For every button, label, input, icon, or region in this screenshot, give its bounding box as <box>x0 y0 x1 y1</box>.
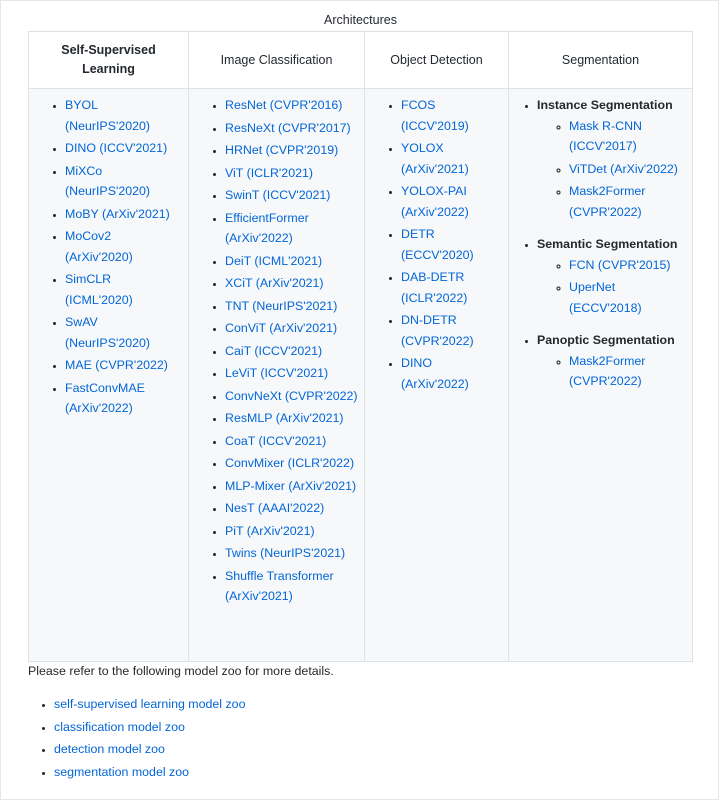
semantic-segmentation-list <box>537 255 686 319</box>
model-link[interactable]: ViT (ICLR'2021) <box>225 165 313 180</box>
cell-segmentation <box>509 89 693 662</box>
header-self-supervised: Self-Supervised Learning <box>29 32 189 89</box>
model-link[interactable]: LeViT (ICCV'2021) <box>225 366 329 380</box>
architectures-table <box>28 31 693 662</box>
model-link[interactable]: Twins (NeurIPS'2021) <box>225 546 346 560</box>
list-item <box>225 431 358 452</box>
model-link[interactable]: SwAV (NeurIPS'2020) <box>65 315 151 350</box>
cell-detection <box>365 89 509 662</box>
self-supervised-zoo-link[interactable]: self-supervised learning model zoo <box>54 697 246 711</box>
list-item <box>225 208 358 249</box>
segmentation-list <box>509 95 686 392</box>
model-link[interactable]: DN-DETR (CVPR'2022) <box>401 313 474 348</box>
model-link[interactable]: CaiT (ICCV'2021) <box>225 343 323 358</box>
cell-classification <box>189 89 365 662</box>
model-link[interactable]: ConViT (ArXiv'2021) <box>225 321 338 335</box>
list-item <box>569 255 686 276</box>
model-link[interactable]: NesT (AAAI'2022) <box>225 501 325 515</box>
list-item <box>401 353 502 394</box>
list-item <box>401 138 502 179</box>
model-link[interactable]: FCN (CVPR'2015) <box>569 257 671 272</box>
model-link[interactable]: ResNeXt (CVPR'2017) <box>225 120 351 135</box>
header-segmentation: Segmentation <box>509 32 693 89</box>
list-item <box>401 95 502 136</box>
model-link[interactable]: DeiT (ICML'2021) <box>225 253 323 268</box>
list-item <box>225 251 358 272</box>
segmentation-group-instance <box>537 95 686 222</box>
list-item <box>65 226 182 267</box>
list-item <box>225 476 358 497</box>
list-item <box>225 498 358 519</box>
model-link[interactable]: Mask2Former (CVPR'2022) <box>569 353 646 388</box>
model-link[interactable]: FCOS (ICCV'2019) <box>401 98 469 133</box>
model-link[interactable]: MoBY (ArXiv'2021) <box>65 206 170 221</box>
model-link[interactable]: DAB-DETR (ICLR'2022) <box>401 270 468 305</box>
model-link[interactable]: YOLOX-PAI (ArXiv'2022) <box>401 184 469 219</box>
list-item <box>401 310 502 351</box>
list-item <box>65 161 182 202</box>
list-item <box>401 181 502 222</box>
list-item <box>225 453 358 474</box>
model-link[interactable]: ResNet (CVPR'2016) <box>225 98 343 112</box>
model-link[interactable]: DINO (ICCV'2021) <box>65 141 168 155</box>
model-link[interactable]: MLP-Mixer (ArXiv'2021) <box>225 478 357 493</box>
model-link[interactable]: ResMLP (ArXiv'2021) <box>225 411 344 425</box>
segmentation-group-title: Panoptic Segmentation <box>537 333 675 347</box>
model-link[interactable]: SimCLR (ICML'2020) <box>65 272 133 307</box>
model-link[interactable]: HRNet (CVPR'2019) <box>225 143 339 157</box>
list-item <box>54 693 245 716</box>
model-link[interactable]: ViTDet (ArXiv'2022) <box>569 161 678 176</box>
classification-list <box>189 95 358 607</box>
list-item <box>225 566 358 607</box>
list-item <box>225 118 358 139</box>
model-link[interactable]: MoCov2 (ArXiv'2020) <box>65 229 133 264</box>
list-item <box>569 181 686 222</box>
list-item <box>54 761 245 784</box>
model-link[interactable]: ConvNeXt (CVPR'2022) <box>225 388 358 403</box>
segmentation-group-title: Semantic Segmentation <box>537 237 678 251</box>
list-item <box>225 185 358 206</box>
model-link[interactable]: EfficientFormer (ArXiv'2022) <box>225 210 309 245</box>
list-item <box>225 273 358 294</box>
model-link[interactable]: YOLOX (ArXiv'2021) <box>401 141 469 176</box>
model-link[interactable]: SwinT (ICCV'2021) <box>225 188 331 202</box>
list-item <box>65 138 182 159</box>
list-item <box>569 116 686 157</box>
list-item <box>65 269 182 310</box>
table-header-row <box>29 32 693 89</box>
model-link[interactable]: MiXCo (NeurIPS'2020) <box>65 163 151 198</box>
list-item <box>225 521 358 542</box>
model-link[interactable]: Mask2Former (CVPR'2022) <box>569 184 646 219</box>
list-item <box>54 738 245 761</box>
header-detection: Object Detection <box>365 32 509 89</box>
list-item <box>65 95 182 136</box>
list-item <box>225 296 358 317</box>
table-caption: Architectures <box>324 13 397 27</box>
list-item <box>225 363 358 384</box>
list-item <box>65 312 182 353</box>
list-item <box>225 386 358 407</box>
list-item <box>225 318 358 339</box>
detection-zoo-link[interactable]: detection model zoo <box>54 742 165 756</box>
list-item <box>225 408 358 429</box>
model-zoo-links <box>28 693 245 783</box>
list-item <box>225 95 358 116</box>
list-item <box>225 140 358 161</box>
list-item <box>54 716 245 739</box>
list-item <box>401 267 502 308</box>
detection-list <box>365 95 502 394</box>
classification-zoo-link[interactable]: classification model zoo <box>54 719 185 734</box>
panoptic-segmentation-list <box>537 351 686 392</box>
list-item <box>225 543 358 564</box>
instance-segmentation-list <box>537 116 686 223</box>
segmentation-group-title: Instance Segmentation <box>537 98 673 112</box>
table-row <box>29 89 693 662</box>
list-item <box>569 277 686 318</box>
list-item <box>569 159 686 180</box>
model-zoo-note: Please refer to the following model zoo for more details. <box>28 664 334 678</box>
list-item <box>401 224 502 265</box>
list-item <box>65 355 182 376</box>
model-link[interactable]: MAE (CVPR'2022) <box>65 358 168 372</box>
model-link[interactable]: FastConvMAE (ArXiv'2022) <box>65 380 145 415</box>
model-link[interactable]: XCiT (ArXiv'2021) <box>225 276 324 290</box>
model-link[interactable]: DINO (ArXiv'2022) <box>401 356 469 391</box>
model-link[interactable]: Mask R-CNN (ICCV'2017) <box>569 118 642 153</box>
model-link[interactable]: Shuffle Transformer (ArXiv'2021) <box>225 568 334 603</box>
list-item <box>225 341 358 362</box>
segmentation-group-semantic <box>537 234 686 318</box>
list-item <box>569 351 686 392</box>
model-link[interactable]: CoaT (ICCV'2021) <box>225 433 327 448</box>
model-link[interactable]: BYOL (NeurIPS'2020) <box>65 98 151 133</box>
list-item <box>225 163 358 184</box>
model-link[interactable]: ConvMixer (ICLR'2022) <box>225 456 355 470</box>
segmentation-group-panoptic <box>537 330 686 392</box>
segmentation-zoo-link[interactable]: segmentation model zoo <box>54 764 190 779</box>
list-item <box>65 204 182 225</box>
model-link[interactable]: PiT (ArXiv'2021) <box>225 523 315 538</box>
self-supervised-list <box>29 95 182 419</box>
header-classification: Image Classification <box>189 32 365 89</box>
model-link[interactable]: DETR (ECCV'2020) <box>401 227 474 262</box>
list-item <box>65 378 182 419</box>
cell-self-supervised <box>29 89 189 662</box>
model-link[interactable]: TNT (NeurIPS'2021) <box>225 298 338 313</box>
model-link[interactable]: UperNet (ECCV'2018) <box>569 280 642 315</box>
